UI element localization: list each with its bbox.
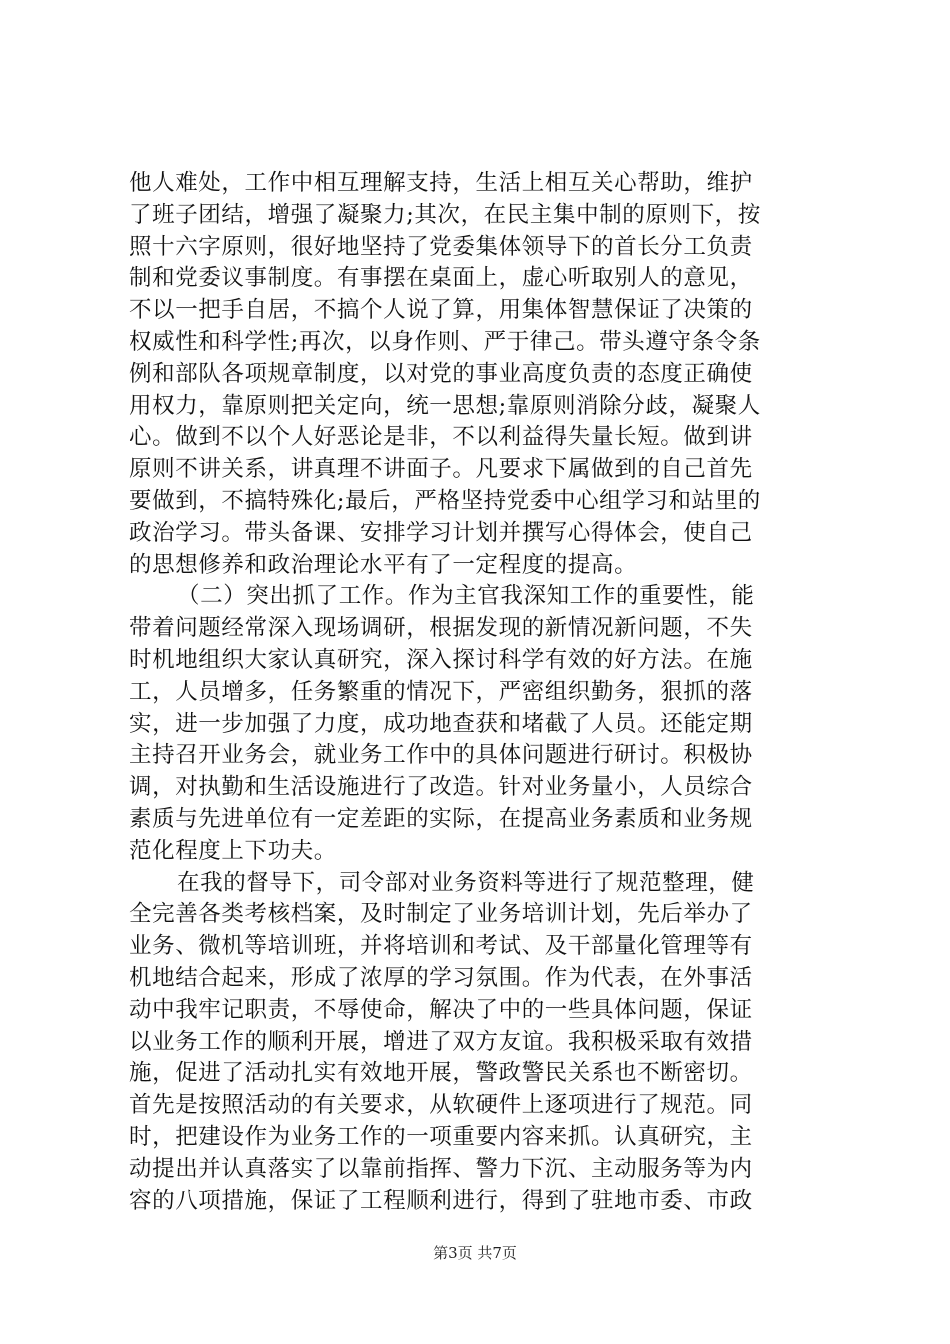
text-line: 时机地组织大家认真研究，深入探讨科学有效的好方法。在施 bbox=[129, 646, 753, 673]
text-line: 了班子团结，增强了凝聚力;其次，在民主集中制的原则下，按 bbox=[129, 201, 761, 228]
text-line: 权威性和科学性;再次，以身作则、严于律己。带头遵守条令条 bbox=[129, 328, 761, 355]
text-line: 主持召开业务会，就业务工作中的具体问题进行研讨。积极协 bbox=[129, 742, 753, 769]
text-line: 动中我牢记职责，不辱使命，解决了中的一些具体问题，保证 bbox=[129, 996, 753, 1023]
text-line: 调，对执勤和生活设施进行了改造。针对业务量小，人员综合 bbox=[129, 774, 753, 801]
text-line: 要做到，不搞特殊化;最后，严格坚持党委中心组学习和站里的 bbox=[129, 487, 761, 514]
text-line: 政治学习。带头备课、安排学习计划并撰写心得体会，使自己 bbox=[129, 519, 753, 546]
text-line: 全完善各类考核档案，及时制定了业务培训计划，先后举办了 bbox=[129, 901, 753, 928]
text-line: 用权力，靠原则把关定向，统一思想;靠原则消除分歧，凝聚人 bbox=[129, 392, 761, 419]
text-line: 实，进一步加强了力度，成功地查获和堵截了人员。还能定期 bbox=[129, 710, 753, 737]
text-line: 他人难处，工作中相互理解支持，生活上相互关心帮助，维护 bbox=[129, 170, 753, 196]
text-line: 例和部队各项规章制度，以对党的事业高度负责的态度正确使 bbox=[129, 360, 753, 387]
text-line: 工，人员增多，任务繁重的情况下，严密组织勤务，狠抓的落 bbox=[129, 678, 753, 705]
text-line: 以业务工作的顺利开展，增进了双方友谊。我积极采取有效措 bbox=[129, 1028, 753, 1055]
text-line: 首先是按照活动的有关要求，从软硬件上逐项进行了规范。同 bbox=[129, 1092, 753, 1119]
paragraph-start-line: （二）突出抓了工作。作为主官我深知工作的重要性，能 bbox=[177, 583, 755, 610]
text-line: 照十六字原则，很好地坚持了党委集体领导下的首长分工负责 bbox=[129, 233, 753, 260]
text-line: 素质与先进单位有一定差距的实际，在提高业务素质和业务规 bbox=[129, 805, 753, 832]
text-line: 不以一把手自居，不搞个人说了算，用集体智慧保证了决策的 bbox=[129, 297, 753, 324]
text-line: 动提出并认真落实了以靠前指挥、警力下沉、主动服务等为内 bbox=[129, 1155, 753, 1182]
text-line: 原则不讲关系，讲真理不讲面子。凡要求下属做到的自己首先 bbox=[129, 456, 753, 483]
text-line: 心。做到不以个人好恶论是非，不以利益得失量长短。做到讲 bbox=[129, 424, 753, 451]
text-line: 机地结合起来，形成了浓厚的学习氛围。作为代表，在外事活 bbox=[129, 964, 753, 991]
paragraph-start-line: 在我的督导下，司令部对业务资料等进行了规范整理，健 bbox=[177, 869, 755, 896]
text-line: 范化程度上下功夫。 bbox=[129, 837, 337, 864]
body-text bbox=[129, 168, 829, 1217]
text-line: 容的八项措施，保证了工程顺利进行，得到了驻地市委、市政 bbox=[129, 1187, 753, 1214]
text-line: 的思想修养和政治理论水平有了一定程度的提高。 bbox=[129, 551, 638, 578]
text-line: 带着问题经常深入现场调研，根据发现的新情况新问题，不失 bbox=[129, 615, 753, 642]
text-line: 施，促进了活动扎实有效地开展，警政警民关系也不断密切。 bbox=[129, 1060, 753, 1087]
page-number-footer: 第3页 共7页 bbox=[433, 1244, 517, 1262]
text-line: 制和党委议事制度。有事摆在桌面上，虚心听取别人的意见， bbox=[129, 265, 753, 292]
text-line: 业务、微机等培训班，并将培训和考试、及干部量化管理等有 bbox=[129, 933, 753, 960]
text-line: 时，把建设作为业务工作的一项重要内容来抓。认真研究，主 bbox=[129, 1123, 753, 1150]
